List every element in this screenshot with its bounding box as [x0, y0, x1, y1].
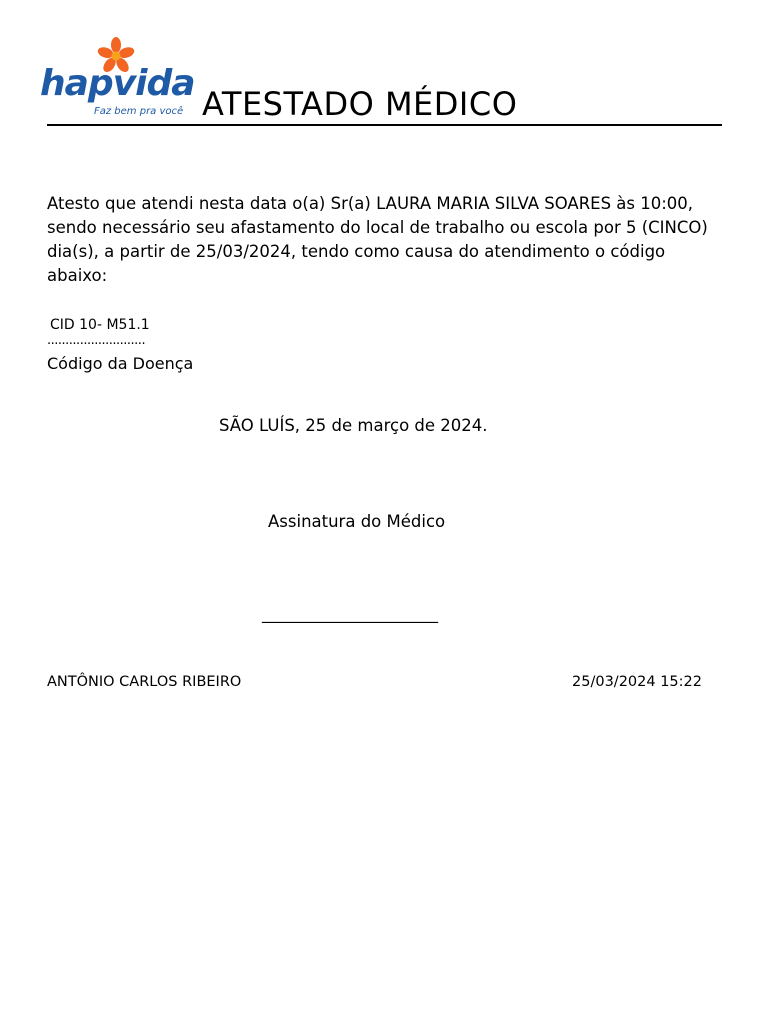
- signature-label: Assinatura do Médico: [268, 512, 446, 531]
- logo-wordmark: hapvida: [40, 63, 195, 104]
- place-and-date: SÃO LUÍS, 25 de março de 2024.: [219, 416, 488, 435]
- signature-line: ______________________: [262, 604, 438, 623]
- logo-tagline: Faz bem pra você: [94, 106, 184, 117]
- cid-code: CID 10- M51.1: [50, 317, 150, 333]
- hapvida-logo: [38, 36, 198, 122]
- dotted-line: ...........................: [47, 333, 146, 348]
- certificate-body: Atesto que atendi nesta data o(a) Sr(a) LAURA MARIA SILVA SOARES às 10:00, sendo necessário seu afastamento do local de trabalho ou escola por 5 (CINCO) dia(s), a partir de 25/03/2024, tendo como causa do atendimento o código abaixo:: [47, 194, 708, 285]
- disease-code-label: Código da Doença: [47, 354, 194, 373]
- issue-timestamp: 25/03/2024 15:22: [572, 674, 702, 690]
- doctor-name: ANTÔNIO CARLOS RIBEIRO: [47, 674, 242, 690]
- document-title: ATESTADO MÉDICO: [202, 85, 518, 123]
- title-divider: [47, 124, 722, 126]
